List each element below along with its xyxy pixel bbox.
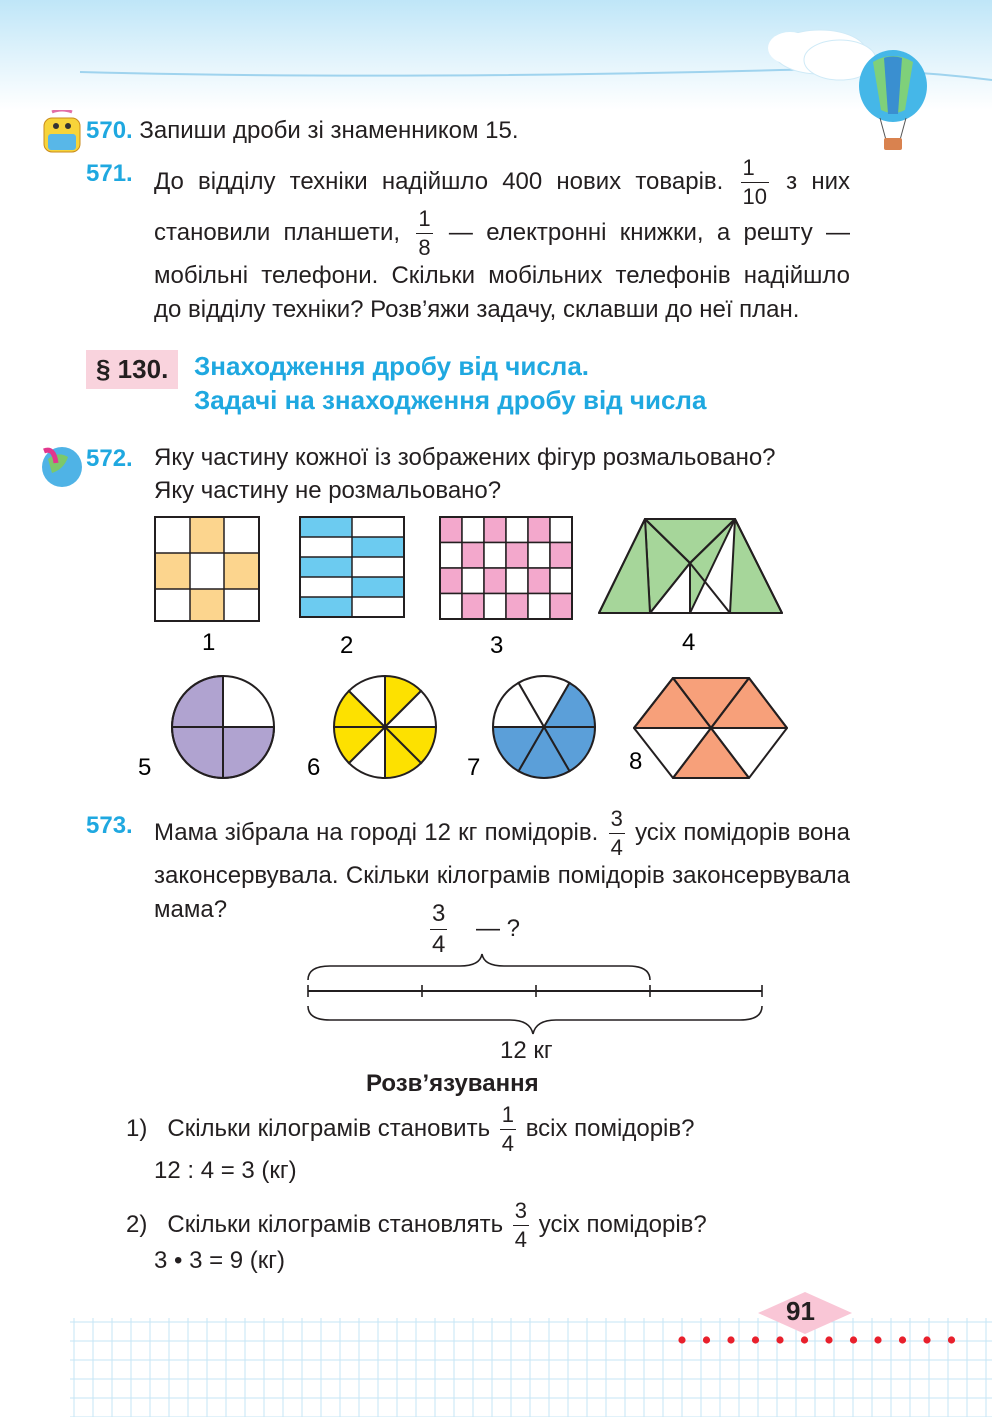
red-dot xyxy=(874,1336,881,1343)
exercise-572-line1: Яку частину кожної із зображених фігур розмальовано? xyxy=(154,444,776,471)
exercise-number-573: 573. xyxy=(86,812,133,839)
page-number: 91 xyxy=(786,1296,815,1326)
grid-cell xyxy=(440,517,462,543)
figure-3-checker xyxy=(440,517,572,619)
grid-cell xyxy=(462,568,484,594)
grid-cell xyxy=(528,517,550,543)
fraction: $\frac{3}{4}$ xyxy=(514,1198,528,1252)
grid-cell xyxy=(484,543,506,569)
grid-cell xyxy=(550,568,572,594)
diagram-question: — ? xyxy=(476,915,521,942)
red-dot xyxy=(678,1336,685,1343)
section-title-line1: Знаходження дробу від числа. xyxy=(194,351,590,381)
solution-step-1 xyxy=(126,1104,694,1155)
equation-1: 12 : 4 = 3 (кг) xyxy=(154,1157,297,1184)
segment-diagram xyxy=(290,950,780,1040)
text-segment: Мама зібрала на городі 12 кг помідорів. xyxy=(154,818,599,846)
grid-cell xyxy=(440,594,462,620)
grid-cell xyxy=(440,543,462,569)
exercise-text: Запиши дроби зі знаменником 15. xyxy=(139,117,519,144)
exercise-number: 570. xyxy=(86,117,133,144)
grid-cell xyxy=(462,517,484,543)
text-segment: з них становили планшети, xyxy=(154,167,851,246)
exercise-570 xyxy=(86,114,519,148)
diagram-fraction: $\frac{3}{4}$ xyxy=(432,900,446,958)
step-number: 1) xyxy=(126,1114,148,1142)
section-badge: § 130. xyxy=(86,350,178,389)
figure-label: 4 xyxy=(682,629,696,656)
red-dot xyxy=(948,1336,955,1343)
grid-cell xyxy=(550,517,572,543)
grid-cell xyxy=(506,568,528,594)
grid-cell xyxy=(528,568,550,594)
grid-cell xyxy=(506,594,528,620)
figure-7-circle xyxy=(493,676,595,778)
figure-label: 6 xyxy=(307,754,321,781)
red-dot xyxy=(923,1336,930,1343)
figure-label: 1 xyxy=(202,629,216,656)
text-segment: До відділу техніки надійшло 400 нових товарів. xyxy=(154,167,724,195)
figure-label: 2 xyxy=(340,632,354,659)
grid-cell xyxy=(506,543,528,569)
cloud-icon xyxy=(768,30,876,80)
red-dot xyxy=(703,1336,710,1343)
figure-6-circle xyxy=(334,676,436,778)
grid-cell xyxy=(506,517,528,543)
figure-1-grid xyxy=(155,517,259,621)
step-text: Скільки кілограмів становить xyxy=(167,1114,491,1142)
red-dot xyxy=(899,1336,906,1343)
fraction: $\frac{3}{4}$ xyxy=(610,806,623,860)
grid-cell xyxy=(440,568,462,594)
backpack-icon xyxy=(38,110,86,156)
equation-2: 3 • 3 = 9 (кг) xyxy=(154,1247,286,1274)
balloon-icon xyxy=(859,50,927,150)
grid-cell xyxy=(484,568,506,594)
step-text: усіх помідорів? xyxy=(538,1210,707,1238)
text-segment: — електронні книжки, а решту — мобільні телефони. Скільки мобільних телефонів надійшло до відділу техніки? Розв’яжи задачу, склавши до неї план. xyxy=(154,218,850,323)
figure-label: 7 xyxy=(467,754,481,781)
text-segment: усіх помідорів вона законсервувала. Скільки кілограмів помідорів законсервувала мама? xyxy=(154,818,850,923)
red-dot xyxy=(727,1336,734,1343)
red-dot xyxy=(801,1336,808,1343)
grid-cell xyxy=(528,594,550,620)
grid-cell xyxy=(484,517,506,543)
exercise-573-text xyxy=(154,808,850,927)
exercise-number-572: 572. xyxy=(86,445,133,472)
figure-8-hexagon xyxy=(634,678,787,778)
red-dot xyxy=(850,1336,857,1343)
fraction: $\frac{1}{10}$ xyxy=(742,155,767,209)
solution-title: Розв’язування xyxy=(366,1070,539,1097)
grid-cell xyxy=(550,543,572,569)
exercise-number-571: 571. xyxy=(86,160,133,187)
fraction: $\frac{1}{8}$ xyxy=(418,206,431,260)
grid-cell xyxy=(528,543,550,569)
figure-2-bars xyxy=(300,517,404,617)
figure-label: 3 xyxy=(490,632,504,659)
figures-area xyxy=(0,505,992,795)
diagram-total: 12 кг xyxy=(500,1037,553,1064)
globe-icon xyxy=(38,443,86,491)
red-dots xyxy=(670,1332,970,1348)
exercise-571-text xyxy=(154,157,850,327)
grid-cell xyxy=(462,543,484,569)
step-number: 2) xyxy=(126,1210,148,1238)
red-dot xyxy=(776,1336,783,1343)
figure-4-trapezoid xyxy=(599,519,782,613)
section-title-line2: Задачі на знаходження дробу від числа xyxy=(194,385,707,415)
figure-label: 8 xyxy=(629,748,643,775)
grid-cell xyxy=(462,594,484,620)
grid-cell xyxy=(550,594,572,620)
figure-label: 5 xyxy=(138,754,152,781)
step-text: всіх помідорів? xyxy=(525,1114,695,1142)
fraction: $\frac{1}{4}$ xyxy=(501,1102,515,1156)
exercise-572-line2: Яку частину не розмальовано? xyxy=(154,477,502,504)
step-text: Скільки кілограмів становлять xyxy=(167,1210,504,1238)
grid-cell xyxy=(484,594,506,620)
red-dot xyxy=(825,1336,832,1343)
figure-5-circle xyxy=(172,676,274,778)
red-dot xyxy=(752,1336,759,1343)
